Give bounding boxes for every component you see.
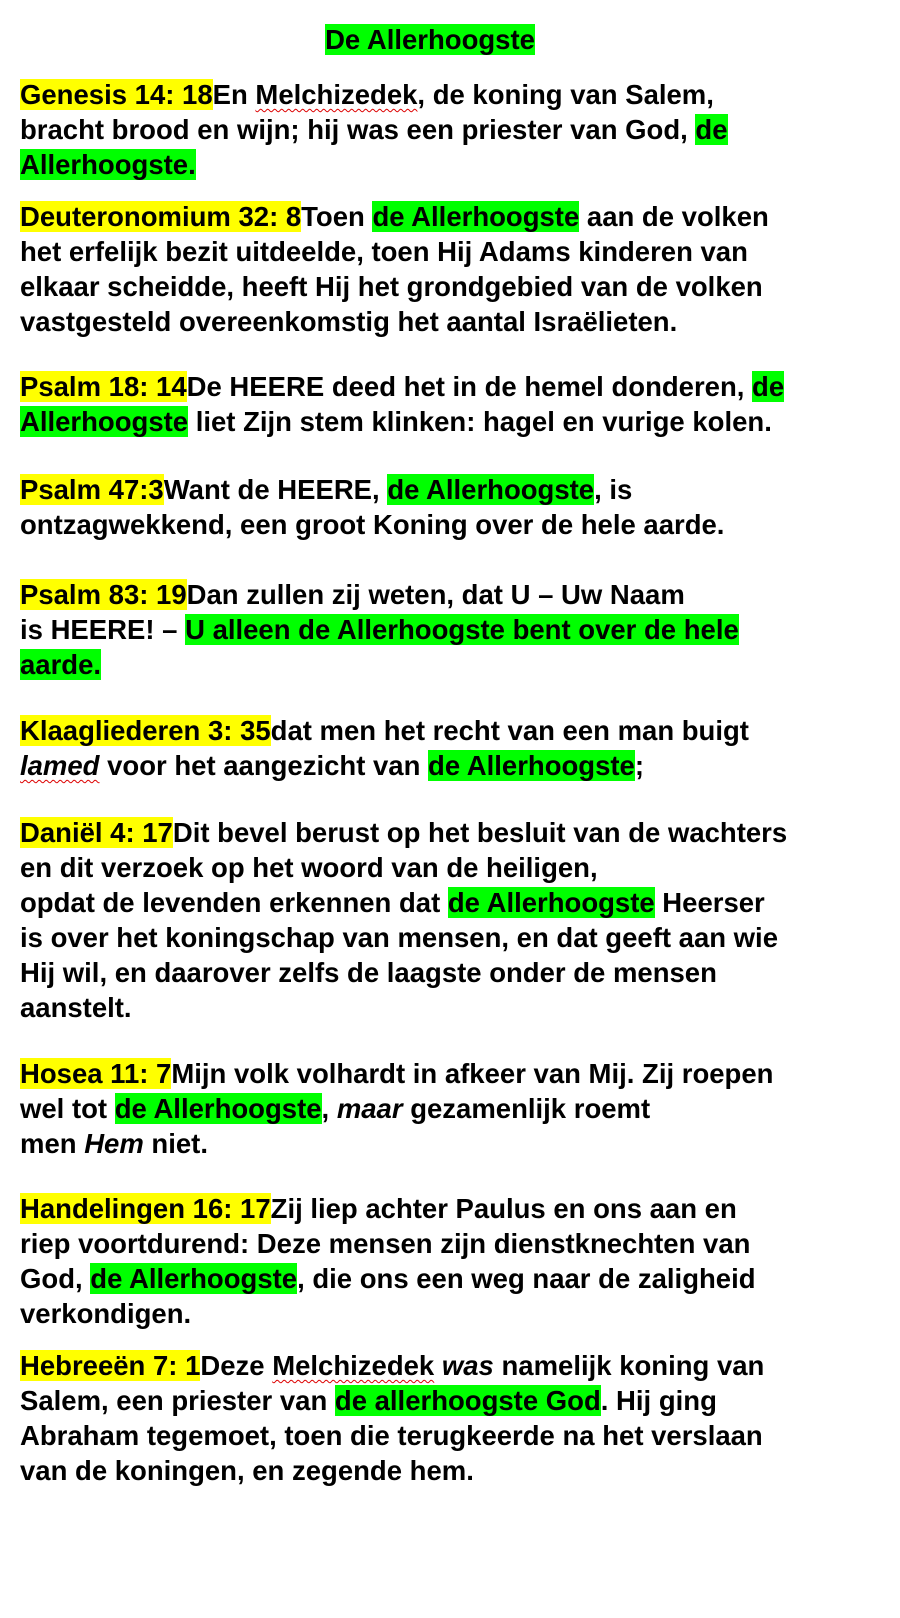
verse-text: liet Zijn stem klinken: hagel en vurige kolen.: [188, 406, 772, 437]
verse-handelingen-16-17: [20, 1191, 880, 1331]
keyword-highlight: de: [695, 114, 728, 145]
verse-text: Heerser: [654, 887, 765, 918]
verse-reference: Hebreeën 7: 1: [20, 1350, 201, 1381]
verse-reference: Psalm 47:3: [20, 474, 164, 505]
verse-line: [20, 147, 880, 182]
verse-line: vastgesteld overeenkomstig het aantal Israëlieten.: [20, 306, 678, 337]
verse-hebreeen-7-1: [20, 1348, 880, 1488]
verse-text: wel tot: [20, 1093, 115, 1124]
verse-text: gezamenlijk roemt: [402, 1093, 651, 1124]
verse-line: is over het koningschap van mensen, en dat geeft aan wie: [20, 922, 778, 953]
verse-line: [20, 1056, 880, 1091]
verse-text: Salem, een priester van: [20, 1385, 335, 1416]
title-highlight: De Allerhoogste: [325, 24, 535, 55]
verse-text: . Hij ging: [600, 1385, 717, 1416]
verse-psalm-47-3: [20, 472, 880, 542]
verse-reference: Klaagliederen 3: 35: [20, 715, 271, 746]
verse-psalm-18-14: [20, 369, 880, 439]
verse-line: [20, 404, 880, 439]
verse-text: De HEERE deed het in de hemel donderen,: [186, 371, 753, 402]
verse-line: [20, 472, 880, 507]
verse-line: [20, 612, 880, 647]
verse-text: Toen: [301, 201, 373, 232]
verse-line: [20, 1383, 880, 1418]
verse-line: aanstelt.: [20, 992, 132, 1023]
verse-reference: Hosea 11: 7: [20, 1058, 172, 1089]
verse-line: [20, 112, 880, 147]
verse-line: [20, 815, 880, 850]
verse-text: Dan zullen zij weten, dat U – Uw Naam: [186, 579, 685, 610]
verse-text: aan de volken: [579, 201, 769, 232]
italic-word: maar: [336, 1093, 403, 1124]
keyword-highlight: de allerhoogste God: [334, 1385, 601, 1416]
verse-line: riep voortdurend: Deze mensen zijn dienstknechten van: [20, 1228, 751, 1259]
verse-line: [20, 369, 880, 404]
keyword-highlight: de: [752, 371, 785, 402]
verse-reference: Handelingen 16: 17: [20, 1193, 271, 1224]
keyword-highlight: de Allerhoogste: [90, 1263, 298, 1294]
verse-text: dat men het recht van een man buigt: [270, 715, 749, 746]
verse-text: , is: [594, 474, 633, 505]
keyword-highlight: de Allerhoogste: [387, 474, 595, 505]
keyword-highlight: Allerhoogste.: [20, 149, 196, 180]
verse-line: [20, 199, 880, 234]
spellcheck-word: Melchizedek: [272, 1350, 435, 1381]
verse-reference: Psalm 18: 14: [20, 371, 187, 402]
verse-line: Hij wil, en daarover zelfs de laagste onder de mensen: [20, 957, 717, 988]
verse-text: namelijk koning van: [493, 1350, 765, 1381]
verse-line: [20, 1261, 880, 1296]
verse-text: , de koning van Salem,: [417, 79, 714, 110]
verse-line: het erfelijk bezit uitdeelde, toen Hij Adams kinderen van: [20, 236, 748, 267]
document-title: [0, 22, 860, 57]
verse-line: elkaar scheidde, heeft Hij het grondgebied van de volken: [20, 271, 763, 302]
verse-text: bracht brood en wijn; hij was een priester van God,: [20, 114, 696, 145]
keyword-highlight: de Allerhoogste: [428, 750, 635, 781]
verse-line: verkondigen.: [20, 1298, 192, 1329]
verse-reference: Genesis 14: 18: [20, 79, 213, 110]
verse-text: niet.: [143, 1128, 208, 1159]
verse-reference: Daniël 4: 17: [20, 817, 173, 848]
verse-line: [20, 1126, 880, 1161]
verse-reference: Psalm 83: 19: [20, 579, 187, 610]
verse-daniel-4-17: [20, 815, 880, 1025]
spellcheck-word: Melchizedek: [255, 79, 418, 110]
verse-text: Deze: [200, 1350, 273, 1381]
keyword-highlight: de Allerhoogste: [447, 887, 655, 918]
verse-line: [20, 647, 880, 682]
verse-line: en dit verzoek op het woord van de heiligen,: [20, 852, 598, 883]
italic-word: Hem: [84, 1128, 144, 1159]
keyword-highlight: U alleen de Allerhoogste bent over de hele: [185, 614, 739, 645]
verse-klaagliederen-3-35: [20, 713, 880, 783]
verse-text: Dit bevel berust op het besluit van de wachters: [172, 817, 788, 848]
keyword-highlight: de Allerhoogste: [372, 201, 580, 232]
verse-reference: Deuteronomium 32: 8: [20, 201, 302, 232]
verse-line: [20, 748, 880, 783]
verse-text: God,: [20, 1263, 91, 1294]
verse-text: [434, 1350, 442, 1381]
verse-text: Zij liep achter Paulus en ons aan en: [270, 1193, 737, 1224]
verse-line: van de koningen, en zegende hem.: [20, 1455, 474, 1486]
verse-text: opdat de levenden erkennen dat: [20, 887, 448, 918]
verse-text: , die ons een weg naar de zaligheid: [297, 1263, 756, 1294]
verse-text: voor het aangezicht van: [99, 750, 429, 781]
keyword-highlight: Allerhoogste: [20, 406, 189, 437]
verse-text: ,: [321, 1093, 337, 1124]
verse-line: [20, 885, 880, 920]
verse-line: [20, 1191, 880, 1226]
verse-hosea-11-7: [20, 1056, 880, 1161]
verse-genesis-14-18: [20, 77, 880, 182]
verse-psalm-83-19: [20, 577, 880, 682]
keyword-highlight: aarde.: [20, 649, 102, 680]
verse-line: [20, 77, 880, 112]
verse-text: En: [212, 79, 256, 110]
verse-line: [20, 1348, 880, 1383]
verse-text: is HEERE! –: [20, 614, 186, 645]
verse-deuteronomium-32-8: [20, 199, 880, 339]
italic-word: lamed: [20, 750, 100, 781]
verse-line: Abraham tegemoet, toen die terugkeerde na het verslaan: [20, 1420, 763, 1451]
verse-text: ;: [634, 750, 645, 781]
verse-text: Mijn volk volhardt in afkeer van Mij. Zij roepen: [171, 1058, 774, 1089]
verse-line: ontzagwekkend, een groot Koning over de hele aarde.: [20, 509, 725, 540]
verse-line: [20, 1091, 880, 1126]
verse-text: Want de HEERE,: [163, 474, 388, 505]
verse-text: men: [20, 1128, 85, 1159]
keyword-highlight: de Allerhoogste: [114, 1093, 322, 1124]
verse-line: [20, 713, 880, 748]
verse-line: [20, 577, 880, 612]
italic-word: was: [441, 1350, 494, 1381]
